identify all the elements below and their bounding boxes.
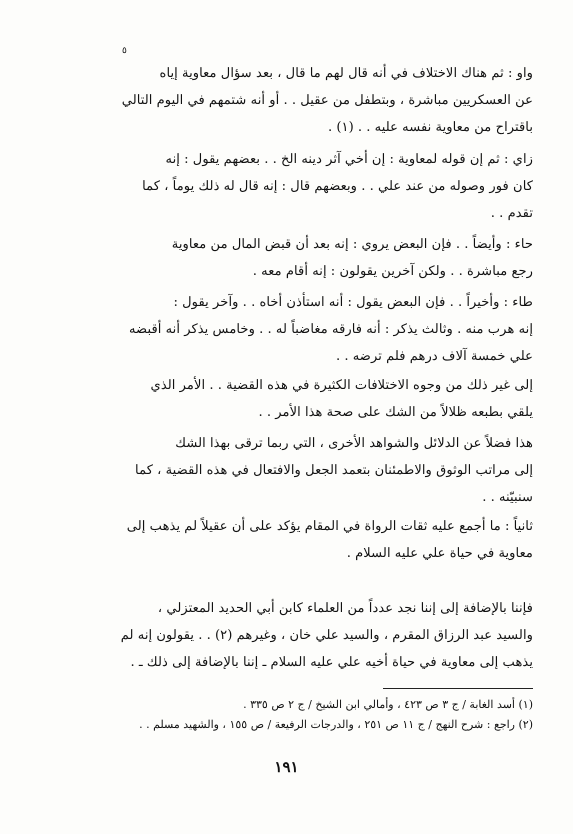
text-line: يذهب إلى معاوية في حياة أخيه علي عليه السلام ـ إننا بالإضافة إلى ذلك ـ .: [130, 655, 533, 670]
footnotes: [40, 695, 533, 735]
footnote-divider: [383, 688, 533, 689]
text-line: معاوية في حياة علي عليه السلام .: [346, 546, 533, 561]
text-line: تقدم . .: [490, 206, 533, 221]
text-line: واو : ثم هناك الاختلاف في أنه قال لهم ما قال ، بعد سؤال معاوية إياه: [159, 66, 533, 81]
paragraph-waw: [40, 60, 533, 141]
text-line: علي خمسة آلاف درهم فلم ترضه . .: [335, 349, 533, 364]
paragraph-other-differences: [40, 372, 533, 426]
paragraph-haa: [40, 231, 533, 285]
paragraph-secondly: [40, 513, 533, 567]
page-number: ١٩١: [274, 758, 299, 776]
text-line: والسيد عبد الرزاق المقرم ، والسيد علي خان ، وغيرهم (٢) . . يقولون إنه لم: [120, 628, 533, 643]
text-line: عن العسكريين مباشرة ، وبتطفل من عقيل . . أو أنه شتمهم في اليوم التالي: [121, 93, 533, 108]
top-mark: ٥: [122, 46, 127, 56]
footnote-1: (١) أسد الغابة / ج ٣ ص ٤٢٣ ، وأمالي ابن الشيخ / ج ٢ ص ٣٣٥ .: [243, 698, 533, 711]
paragraph-scholars: [40, 595, 533, 676]
footnote-2: (٢) راجع : شرح النهج / ج ١١ ص ٢٥١ ، والدرجات الرفيعة / ص ١٥٥ ، والشهيد مسلم . .: [139, 718, 533, 731]
text-line: هذا فضلاً عن الدلائل والشواهد الأخرى ، التي ربما ترقى بهذا الشك: [175, 436, 533, 451]
text-line: طاء : وأخيراً . . فإن البعض يقول : أنه استأذن أخاه . . وآخر يقول :: [173, 295, 533, 310]
text-line: فإننا بالإضافة إلى إننا نجد عدداً من العلماء كابن أبي الحديد المعتزلي ،: [157, 601, 533, 616]
text-line: رجع مباشرة . . ولكن آخرين يقولون : إنه أقام معه .: [252, 264, 533, 279]
text-line: إلى غير ذلك من وجوه الاختلافات الكثيرة في هذه القضية . . الأمر الذي: [150, 378, 533, 393]
paragraph-zay: [40, 146, 533, 227]
paragraph-other-evidence: [40, 430, 533, 511]
text-line: إلى مراتب الوثوق والاطمئنان بتعمد الجعل والافتعال في هذه القضية ، كما: [135, 463, 533, 478]
text-line: سنبيّنه . .: [482, 490, 533, 505]
text-line: باقتراح من معاوية نفسه عليه . . (١) .: [327, 120, 533, 135]
text-line: كان فور وصوله من عند علي . . وبعضهم قال : إنه قال له ذلك يوماً ، كما: [142, 179, 533, 194]
text-line: حاء : وأيضاً . . فإن البعض يروي : إنه بعد أن قبض المال من معاوية: [171, 237, 533, 252]
text-line: إنه هرب منه . وثالث يذكر : أنه فارقه مغاضباً له . . وخامس يذكر أنه أقبضه: [128, 322, 533, 337]
text-line: ثانياً : ما أجمع عليه ثقات الرواة في المقام يؤكد على أن عقيلاً لم يذهب إلى: [126, 519, 533, 534]
paragraph-taa: [40, 289, 533, 370]
text-line: يلقي بطبعه ظلالاً من الشك على صحة هذا الأمر . .: [258, 405, 533, 420]
text-line: زاي : ثم إن قوله لمعاوية : إن أخي آثر دينه الخ . . بعضهم يقول : إنه: [165, 152, 533, 167]
